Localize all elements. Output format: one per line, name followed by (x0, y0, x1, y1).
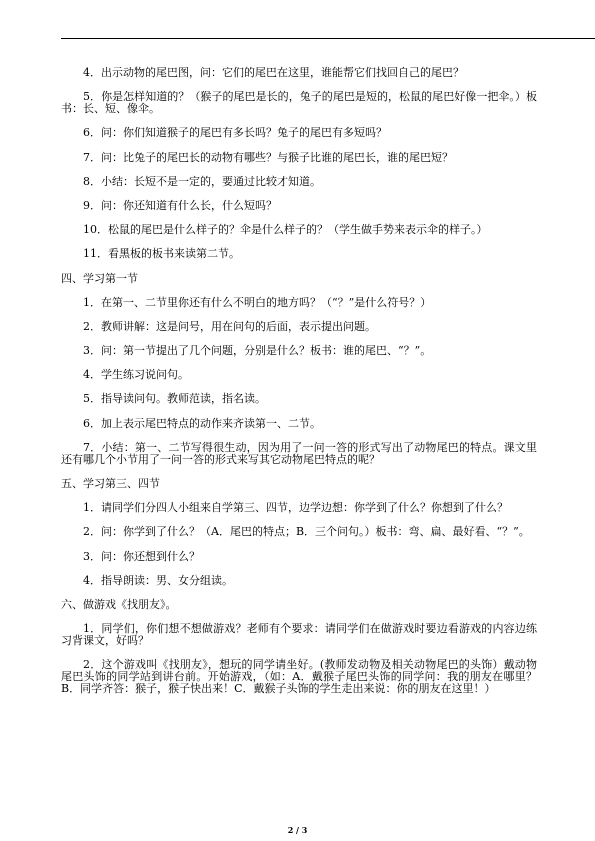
section-heading: 六、做游戏《找朋友》。 (61, 597, 177, 611)
body-paragraph: 6．问：你们知道猴子的尾巴有多长吗？兔子的尾巴有多短吗？ (83, 126, 387, 140)
body-paragraph: 9．问：你还知道有什么长，什么短吗？ (83, 198, 277, 212)
body-paragraph: 1．在第一、二节里你还有什么不明白的地方吗？（“？”是什么符号？） (83, 295, 432, 309)
body-paragraph: 3．问：你还想到什么？ (83, 549, 200, 563)
body-paragraph: 6．加上表示尾巴特点的动作来齐读第一、二节。 (83, 416, 321, 430)
body-paragraph: 8．小结：长短不是一定的，要通过比较才知道。 (83, 174, 321, 188)
body-paragraph: 1．请同学们分四人小组来自学第三、四节，边学边想：你学到了什么？你想到了什么？ (83, 501, 508, 515)
body-paragraph: 10．松鼠的尾巴是什么样子的？伞是什么样子的？（学生做手势来表示伞的样子。） (83, 223, 488, 237)
body-paragraph: 7．小结：第一、二节写得很生动，因为用了一问一答的形式写出了动物尾巴的特点。课文里还有哪几个小节用了一问一答的形式来写其它动物尾巴特点的呢？ (61, 440, 537, 466)
section-heading: 四、学习第一节 (61, 271, 138, 285)
body-paragraph: 2．教师讲解：这是问号，用在问句的后面，表示提出问题。 (83, 319, 376, 333)
body-paragraph: 2．这个游戏叫《找朋友》，想玩的同学请坐好。(教师发动物及相关动物尾巴的头饰）戴动物尾巴头饰的同学站到讲台前。开始游戏，（如：A．戴猴子尾巴头饰的同学问：我的朋友在哪里？B．同学齐答：猴子，猴子快出来！C．戴猴子头饰的学生走出来说：你的朋友在这里！） (61, 658, 537, 696)
body-paragraph: 2．问：你学到了什么？（A．尾巴的特点；B．三个问句。）板书：弯、扁、最好看、“？”。 (83, 525, 530, 539)
body-paragraph: 4．出示动物的尾巴图，问：它们的尾巴在这里，谁能帮它们找回自己的尾巴？ (83, 66, 464, 79)
body-paragraph: 4．学生练习说问句。 (83, 368, 189, 382)
body-paragraph: 1．同学们，你们想不想做游戏？老师有个要求：请同学们在做游戏时要边看游戏的内容边练习背课文，好吗？ (61, 622, 537, 648)
body-paragraph: 3．问：第一节提出了几个问题，分别是什么？板书：谁的尾巴、“？”。 (83, 344, 432, 358)
body-paragraph: 5．指导读问句。教师范读，指名读。 (83, 392, 266, 406)
header-rule (61, 38, 595, 39)
document-body (61, 67, 537, 708)
body-paragraph: 7．问：比兔子的尾巴长的动物有哪些？与猴子比谁的尾巴长，谁的尾巴短？ (83, 150, 453, 164)
page-number: 2 / 3 (287, 825, 308, 835)
body-paragraph: 4．指导朗读：男、女分组读。 (83, 573, 233, 587)
body-paragraph: 5．你是怎样知道的？（猴子的尾巴是长的，兔子的尾巴是短的，松鼠的尾巴好像一把伞。）板书：长、短、像伞。 (61, 90, 537, 116)
body-paragraph: 11．看黑板的板书来读第二节。 (83, 247, 240, 261)
section-heading: 五、学习第三、四节 (61, 477, 160, 490)
